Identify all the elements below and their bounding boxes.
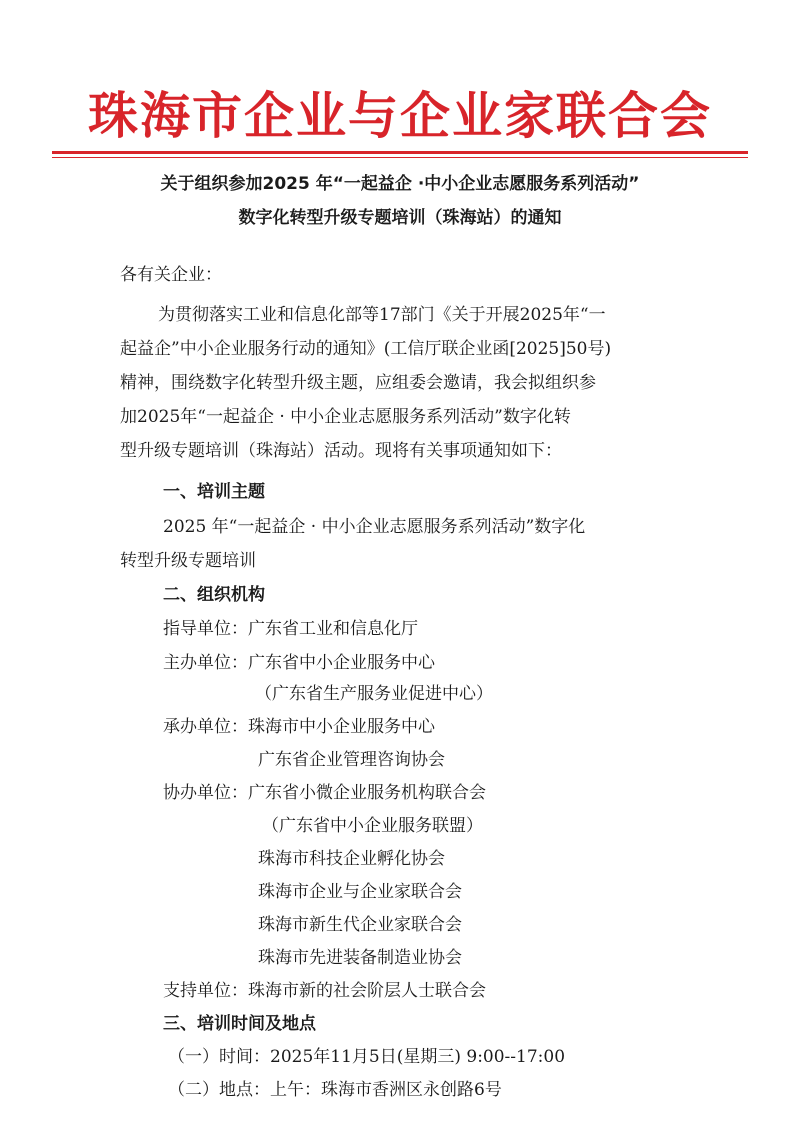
masthead-title: 珠海市企业与企业家联合会: [88, 86, 712, 145]
training-location: （二）地点：上午：珠海市香洲区永创路6号: [168, 1080, 502, 1100]
notice-title-line-2: 数字化转型升级专题培训（珠海站）的通知: [238, 208, 562, 228]
org-co-organizer-2: 珠海市科技企业孵化协会: [258, 849, 445, 869]
intro-line: 起益企”中小企业服务行动的通知》(工信厅联企业函[2025]50号): [120, 339, 612, 359]
org-co-organizer-alias: （广东省中小企业服务联盟）: [262, 816, 483, 836]
masthead-rule-thick: [52, 151, 748, 154]
intro-line: 为贯彻落实工业和信息化部等17部门《关于开展2025年“一: [158, 305, 606, 325]
intro-line: 型升级专题培训（珠海站）活动。现将有关事项通知如下：: [120, 441, 562, 461]
org-guide-unit: 指导单位：广东省工业和信息化厅: [163, 619, 418, 639]
org-host-unit-alias: （广东省生产服务业促进中心）: [255, 684, 493, 704]
org-co-organizer-5: 珠海市先进装备制造业协会: [258, 948, 462, 968]
org-co-organizer-unit: 协办单位：广东省小微企业服务机构联合会: [163, 783, 486, 803]
salutation: 各有关企业：: [120, 265, 222, 285]
training-time: （一）时间：2025年11月5日(星期三) 9:00--17:00: [168, 1047, 566, 1067]
org-organizer-unit-2: 广东省企业管理咨询协会: [258, 750, 445, 770]
section-heading-1: 一、培训主题: [163, 482, 265, 502]
section-1-line: 2025 年“一起益企 · 中小企业志愿服务系列活动”数字化: [163, 517, 586, 537]
masthead-rule-thin: [52, 157, 748, 158]
org-support-unit: 支持单位：珠海市新的社会阶层人士联合会: [163, 981, 486, 1001]
notice-title-line-1: 关于组织参加2025 年“一起益企 ·中小企业志愿服务系列活动”: [160, 174, 640, 194]
intro-line: 加2025年“一起益企 · 中小企业志愿服务系列活动”数字化转: [120, 407, 571, 427]
org-organizer-unit: 承办单位：珠海市中小企业服务中心: [163, 717, 435, 737]
intro-line: 精神，围绕数字化转型升级主题，应组委会邀请，我会拟组织参: [120, 373, 596, 393]
org-co-organizer-3: 珠海市企业与企业家联合会: [258, 882, 462, 902]
org-co-organizer-4: 珠海市新生代企业家联合会: [258, 915, 462, 935]
section-heading-2: 二、组织机构: [163, 585, 265, 605]
section-heading-3: 三、培训时间及地点: [163, 1014, 316, 1034]
org-host-unit: 主办单位：广东省中小企业服务中心: [163, 653, 435, 673]
section-1-line: 转型升级专题培训: [120, 551, 256, 571]
